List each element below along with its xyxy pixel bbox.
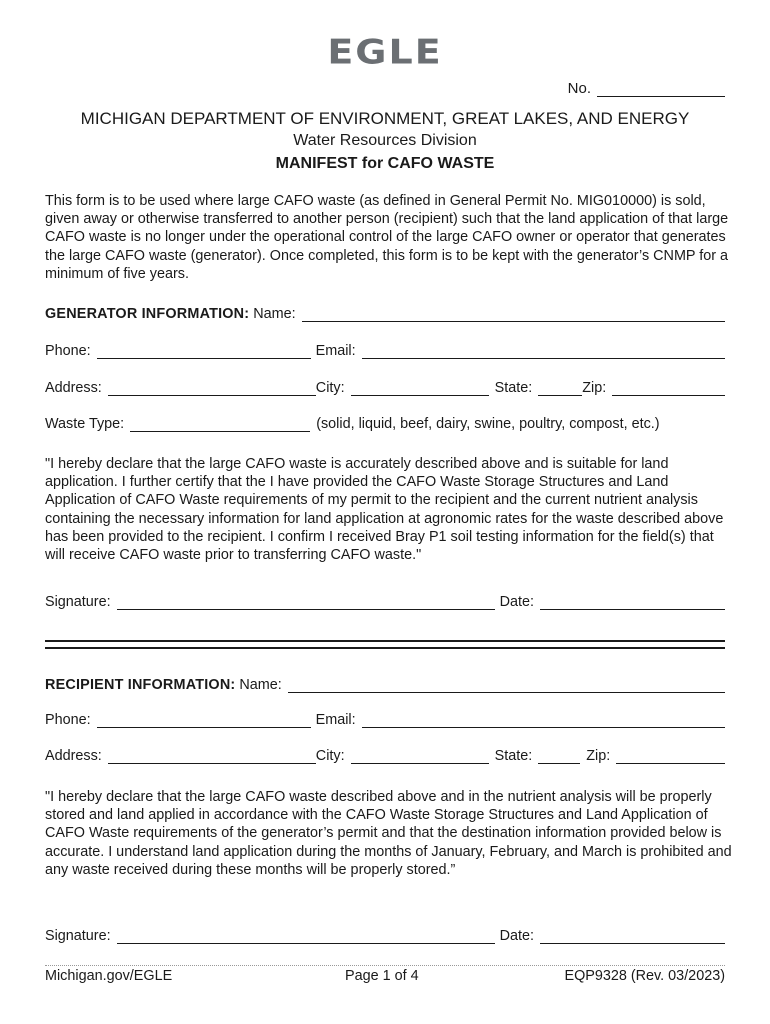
section-divider	[45, 640, 725, 649]
recipient-state-label: State:	[494, 748, 533, 764]
recipient-signature-field[interactable]	[117, 929, 495, 944]
recipient-name-field[interactable]	[288, 678, 725, 693]
recipient-signature-row	[45, 926, 725, 944]
generator-name-row	[45, 304, 725, 322]
generator-email-label: Email:	[315, 343, 356, 359]
generator-address-field[interactable]	[108, 381, 316, 396]
generator-city-field[interactable]	[351, 381, 489, 396]
recipient-address-label: Address:	[45, 748, 102, 764]
recipient-address-row	[45, 746, 725, 764]
recipient-phone-label: Phone:	[45, 712, 91, 728]
recipient-address-field[interactable]	[108, 749, 316, 764]
generator-date-field[interactable]	[540, 595, 725, 610]
recipient-email-field[interactable]	[362, 713, 725, 728]
generator-date-label: Date:	[499, 594, 535, 610]
division-name: Water Resources Division	[293, 132, 477, 149]
waste-type-field[interactable]	[130, 417, 310, 432]
waste-type-hint: (solid, liquid, beef, dairy, swine, poultry, compost, etc.)	[316, 416, 660, 432]
recipient-date-label: Date:	[499, 928, 535, 944]
generator-waste-row	[45, 414, 725, 432]
intro-paragraph: This form is to be used where large CAFO waste (as defined in General Permit No. MIG010000) is sold, given away or otherwise transferred to another person (recipient) such that the land application of that large CAFO waste is no longer under the operational control of the large CAFO owner or operator that generates the large CAFO waste (generator). Once completed, this form is to be kept with the generator’s CNMP for a minimum of five years.	[45, 193, 729, 282]
recipient-name-row	[45, 675, 725, 693]
generator-phone-field[interactable]	[97, 344, 311, 359]
recipient-contact-row	[45, 710, 725, 728]
generator-contact-row	[45, 341, 725, 359]
footer-page-number: Page 1 of 4	[345, 968, 419, 984]
waste-type-label: Waste Type:	[45, 416, 125, 432]
recipient-phone-field[interactable]	[97, 713, 311, 728]
generator-zip-field[interactable]	[612, 381, 725, 396]
recipient-city-label: City:	[315, 748, 345, 764]
form-title: MANIFEST for CAFO WASTE	[275, 155, 495, 172]
recipient-section-title: RECIPIENT INFORMATION:	[45, 677, 236, 693]
generator-signature-field[interactable]	[117, 595, 495, 610]
agency-name: MICHIGAN DEPARTMENT OF ENVIRONMENT, GREAT LAKES, AND ENERGY	[80, 109, 690, 128]
recipient-email-label: Email:	[315, 712, 356, 728]
recipient-declaration: "I hereby declare that the large CAFO waste described above and in the nutrient analysis will be properly stored and land applied in accordance with the CAFO Waste Storage Structures and Land Application of CAFO Waste requirements of the generator’s permit and that the destination information provided below is accurate. I understand land application during the months of January, February, and March is prohibited and any waste received during these months will be properly stored.”	[45, 789, 732, 878]
recipient-zip-field[interactable]	[616, 749, 725, 764]
generator-city-label: City:	[315, 380, 345, 396]
recipient-date-field[interactable]	[540, 929, 725, 944]
recipient-state-field[interactable]	[538, 749, 580, 764]
recipient-name-label: Name:	[239, 677, 282, 693]
footer-form-id: EQP9328 (Rev. 03/2023)	[564, 968, 725, 984]
recipient-city-field[interactable]	[351, 749, 489, 764]
generator-signature-label: Signature:	[45, 594, 111, 610]
egle-logo: EGLE	[327, 32, 443, 72]
recipient-zip-label: Zip:	[586, 748, 611, 764]
generator-name-label: Name:	[253, 306, 296, 322]
generator-signature-row	[45, 592, 725, 610]
generator-email-field[interactable]	[362, 344, 725, 359]
generator-zip-label: Zip:	[582, 380, 607, 396]
generator-declaration: "I hereby declare that the large CAFO waste is accurately described above and is suitable for land application. I further certify that the I have provided the CAFO Waste Storage Structures and Land Application of CAFO Waste requirements of my permit to the recipient and the current nutrient analysis containing the necessary information for land application at agronomic rates for the waste described above has been provided to the recipient. I confirm I received Bray P1 soil testing information for the field(s) that will receive CAFO waste prior to transferring CAFO waste."	[45, 456, 724, 564]
form-number	[568, 80, 725, 97]
form-number-label: No.	[567, 80, 591, 97]
footer-site: Michigan.gov/EGLE	[45, 968, 173, 984]
form-number-field[interactable]	[597, 81, 725, 97]
generator-address-row	[45, 378, 725, 396]
generator-state-label: State:	[494, 380, 533, 396]
generator-phone-label: Phone:	[45, 343, 91, 359]
footer-rule	[45, 965, 725, 966]
generator-name-field[interactable]	[302, 307, 725, 322]
generator-section-title: GENERATOR INFORMATION:	[45, 306, 250, 322]
recipient-signature-label: Signature:	[45, 928, 111, 944]
generator-address-label: Address:	[45, 380, 102, 396]
generator-state-field[interactable]	[538, 381, 582, 396]
